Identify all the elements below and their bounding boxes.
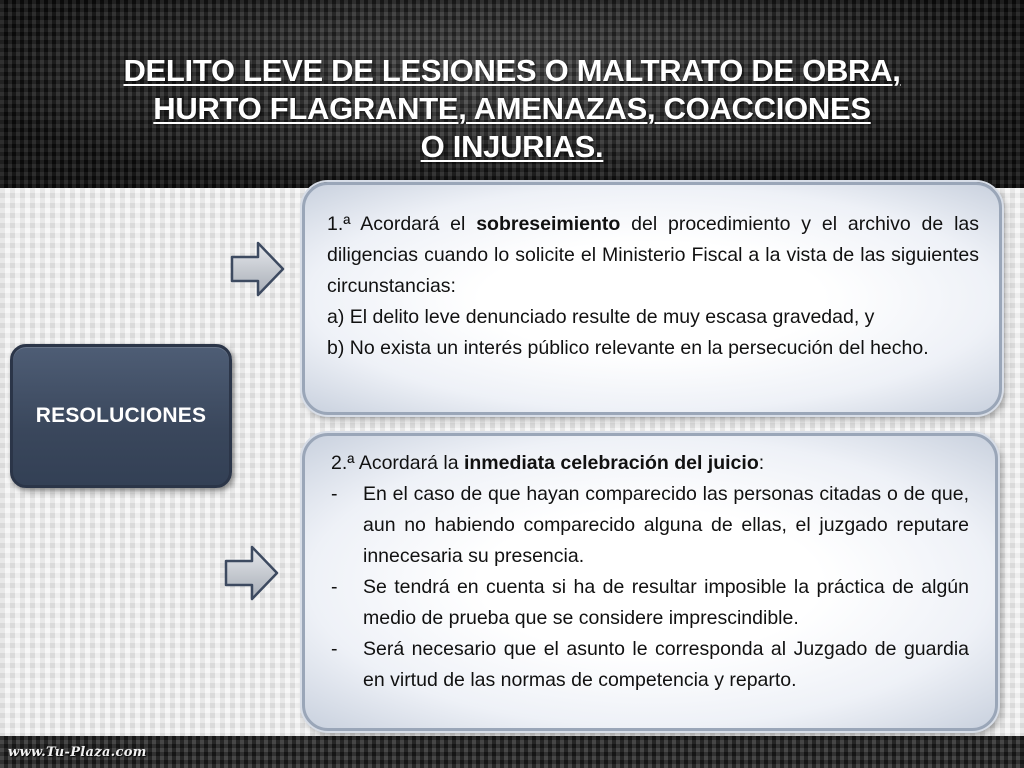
card1-item-a: a) El delito leve denunciado resulte de muy escasa gravedad, y xyxy=(327,306,875,328)
footer-background xyxy=(0,736,1024,768)
card1-intro xyxy=(327,209,979,302)
card2-intro-a: 2.ª Acordará la xyxy=(331,452,464,474)
sobreseimiento-card xyxy=(302,182,1002,415)
card2-intro-bold: inmediata celebración del juicio xyxy=(463,452,759,474)
resoluciones-label: RESOLUCIONES xyxy=(35,404,207,427)
juicio-card xyxy=(302,433,998,731)
title-line-2: HURTO FLAGRANTE, AMENAZAS, COACCIONES xyxy=(153,91,871,126)
title-line-1: DELITO LEVE DE LESIONES O MALTRATO DE OBRA, xyxy=(123,53,901,88)
title-line-3: O INJURIAS. xyxy=(420,129,604,164)
list-item: - Se tendrá en cuenta si ha de resultar imposible la práctica de algún medio de prueba que se considere imprescindible. xyxy=(331,572,969,634)
right-arrow-icon xyxy=(222,544,280,602)
card2-bullet-list xyxy=(331,479,969,696)
card1-intro-bold: sobreseimiento xyxy=(476,213,621,235)
card2-intro-b: : xyxy=(758,452,765,474)
card1-intro-a: 1.ª Acordará el xyxy=(327,213,477,235)
list-item: - Será necesario que el asunto le corresponda al Juzgado de guardia en virtud de las normas de competencia y reparto. xyxy=(331,634,969,696)
card1-intro-b: del procedimiento y el archivo de las diligencias cuando lo solicite el Ministerio Fiscal a la vista de las siguientes circunstancias: xyxy=(327,213,979,297)
resoluciones-box xyxy=(10,344,232,488)
card1-item-b: b) No exista un interés público relevante en la persecución del hecho. xyxy=(327,337,929,359)
list-item: - En el caso de que hayan comparecido las personas citadas o de que, aun no habiendo comparecido alguna de ellas, el juzgado reputare innecesaria su presencia. xyxy=(331,479,969,572)
card2-intro xyxy=(331,448,969,479)
right-arrow-icon xyxy=(228,240,286,298)
slide-title xyxy=(60,52,964,166)
footer-watermark: www.Tu-Plaza.com xyxy=(8,745,147,760)
